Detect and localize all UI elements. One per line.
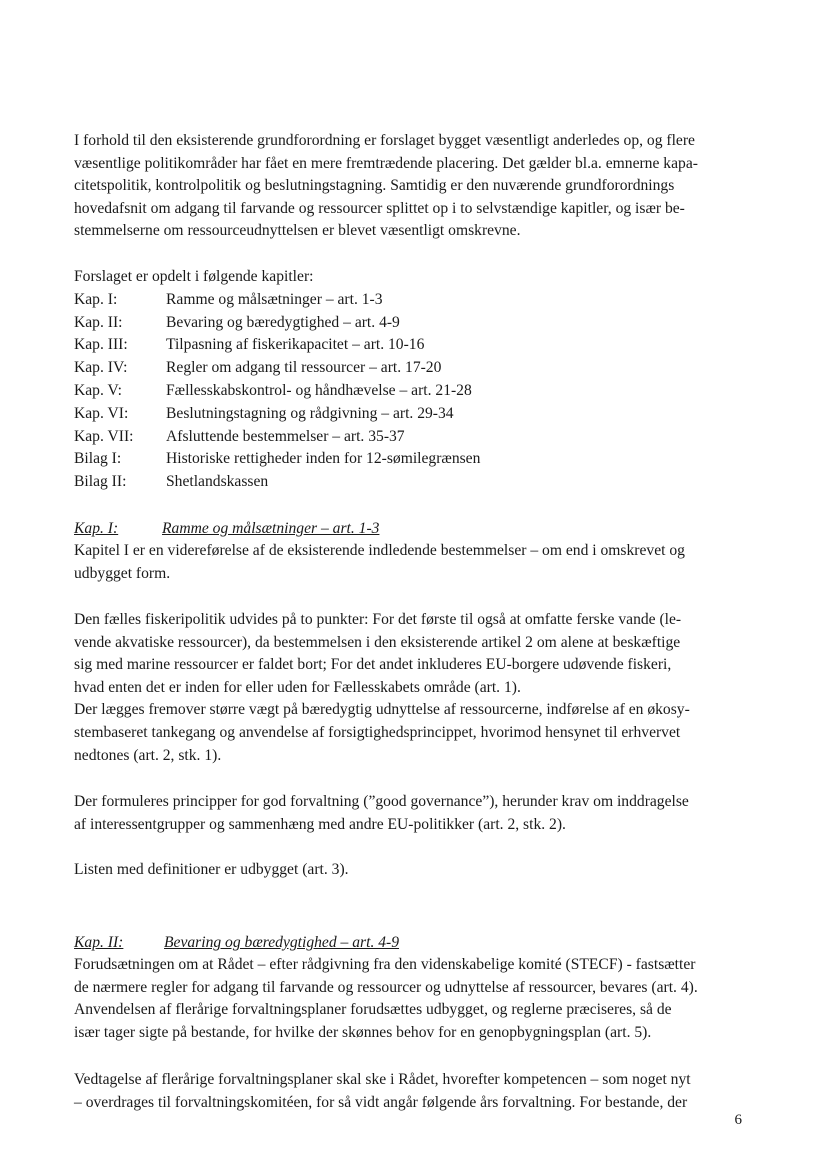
chapter-row xyxy=(74,334,480,357)
chapter-key: Kap. VI: xyxy=(74,404,129,422)
chapter-row xyxy=(74,426,480,449)
chapter-title: Ramme og målsætninger – art. 1-3 xyxy=(166,290,383,308)
chapter-key: Bilag II: xyxy=(74,473,127,491)
intro-paragraph xyxy=(74,130,698,243)
text-line: hovedafsnit om adgang til farvande og ressourcer splittet op i to selvstændige kapitler, og især be- xyxy=(74,199,685,217)
chapter-title: Regler om adgang til ressourcer – art. 17-20 xyxy=(166,359,442,377)
text-line: Anvendelsen af flerårige forvaltningsplaner forudsættes udbygget, og reglerne præciseres, så de xyxy=(74,1001,672,1019)
text-line: citetspolitik, kontrolpolitik og beslutningstagning. Samtidig er den nuværende grundforordnings xyxy=(74,177,675,195)
text-line: Der formuleres principper for god forvaltning (”good governance”), herunder krav om inddragelse xyxy=(74,793,689,810)
chapter-title: Fællesskabskontrol- og håndhævelse – art. 21-28 xyxy=(166,381,472,399)
chapter-row xyxy=(74,448,480,471)
text-line: vende akvatiske ressourcer), da bestemmelsen i den eksisterende artikel 2 om alene at beskæftige xyxy=(74,633,681,651)
text-line: nedtones (art. 2, stk. 1). xyxy=(74,746,222,764)
text-line: hvad enten det er inden for eller uden for Fællesskabets område (art. 1). xyxy=(74,678,521,696)
section1-paragraph-1 xyxy=(74,540,685,585)
section-heading-kap-2 xyxy=(74,932,399,955)
chapter-row xyxy=(74,403,480,426)
chapter-row xyxy=(74,289,480,312)
chapter-title: Shetlandskassen xyxy=(166,473,269,491)
chapter-row xyxy=(74,380,480,403)
section1-paragraph-3 xyxy=(74,791,689,836)
chapter-title: Bevaring og bæredygtighed – art. 4-9 xyxy=(166,313,400,331)
section1-paragraph-2 xyxy=(74,609,690,767)
chapter-list-intro: Forslaget er opdelt i følgende kapitler: xyxy=(74,268,314,285)
text-line: væsentlige politikområder har fået en mere fremtrædende placering. Det gælder bl.a. emnerne kapa- xyxy=(74,154,698,172)
chapter-title: Afsluttende bestemmelser – art. 35-37 xyxy=(166,427,405,445)
section-heading-key: Kap. II: xyxy=(74,934,124,951)
chapter-key: Kap. III: xyxy=(74,336,128,354)
text-line: Kapitel I er en videreførelse af de eksisterende indledende bestemmelser – om end i omskrevet og xyxy=(74,542,685,559)
text-line: sig med marine ressourcer er faldet bort; For det andet inkluderes EU-borgere udøvende fiskeri, xyxy=(74,656,672,674)
text-line: Forudsætningen om at Rådet – efter rådgivning fra den videnskabelige komité (STECF) - fastsætter xyxy=(74,956,696,973)
page-number: 6 xyxy=(734,1112,742,1128)
section-heading-key: Kap. I: xyxy=(74,520,119,537)
chapter-key: Bilag I: xyxy=(74,450,122,468)
text-line: Vedtagelse af flerårige forvaltningsplaner skal ske i Rådet, hvorefter kompetencen – som noget nyt xyxy=(74,1071,691,1088)
text-line: Listen med definitioner er udbygget (art. 3). xyxy=(74,861,349,878)
chapter-title: Historiske rettigheder inden for 12-sømilegrænsen xyxy=(166,450,481,468)
chapter-row xyxy=(74,312,480,335)
chapter-title: Tilpasning af fiskerikapacitet – art. 10-16 xyxy=(166,336,425,354)
chapter-row xyxy=(74,357,480,380)
chapter-list xyxy=(74,266,480,494)
section2-paragraph-1 xyxy=(74,954,698,1044)
section1-paragraph-4 xyxy=(74,859,349,882)
text-line: – overdrages til forvaltningskomitéen, for så vidt angår følgende års forvaltning. For bestande, der xyxy=(74,1093,688,1111)
chapter-key: Kap. V: xyxy=(74,381,122,399)
chapter-key: Kap. II: xyxy=(74,313,123,331)
chapter-title: Beslutningstagning og rådgivning – art. 29-34 xyxy=(166,404,454,422)
chapter-key: Kap. I: xyxy=(74,290,118,308)
text-line: de nærmere regler for adgang til farvande og ressourcer og udnyttelse af ressourcer, bevares (art. 4). xyxy=(74,978,698,996)
text-line: Der lægges fremover større vægt på bæredygtig udnyttelse af ressourcerne, indførelse af en økosy- xyxy=(74,701,690,719)
text-line: stembaseret tankegang og anvendelse af forsigtighedsprincippet, hvorimod hensynet til erhvervet xyxy=(74,723,681,741)
section-heading-title: Ramme og målsætninger – art. 1-3 xyxy=(162,520,380,537)
chapter-key: Kap. IV: xyxy=(74,359,128,377)
chapter-key: Kap. VII: xyxy=(74,427,134,445)
text-line: I forhold til den eksisterende grundforordning er forslaget bygget væsentligt anderledes op, og flere xyxy=(74,132,695,149)
text-line: udbygget form. xyxy=(74,564,171,582)
section2-paragraph-2 xyxy=(74,1069,691,1114)
chapter-row xyxy=(74,471,480,494)
section-heading-title: Bevaring og bæredygtighed – art. 4-9 xyxy=(164,934,400,951)
section-heading-kap-1 xyxy=(74,518,379,541)
text-line: af interessentgrupper og sammenhæng med andre EU-politikker (art. 2, stk. 2). xyxy=(74,815,566,833)
text-line: især tager sigte på bestande, for hvilke der skønnes behov for en genopbygningsplan (art. 5). xyxy=(74,1023,652,1041)
text-line: Den fælles fiskeripolitik udvides på to punkter: For det første til også at omfatte ferske vande (le- xyxy=(74,611,682,628)
text-line: stemmelserne om ressourceudnyttelsen er blevet væsentligt omskrevne. xyxy=(74,222,521,240)
